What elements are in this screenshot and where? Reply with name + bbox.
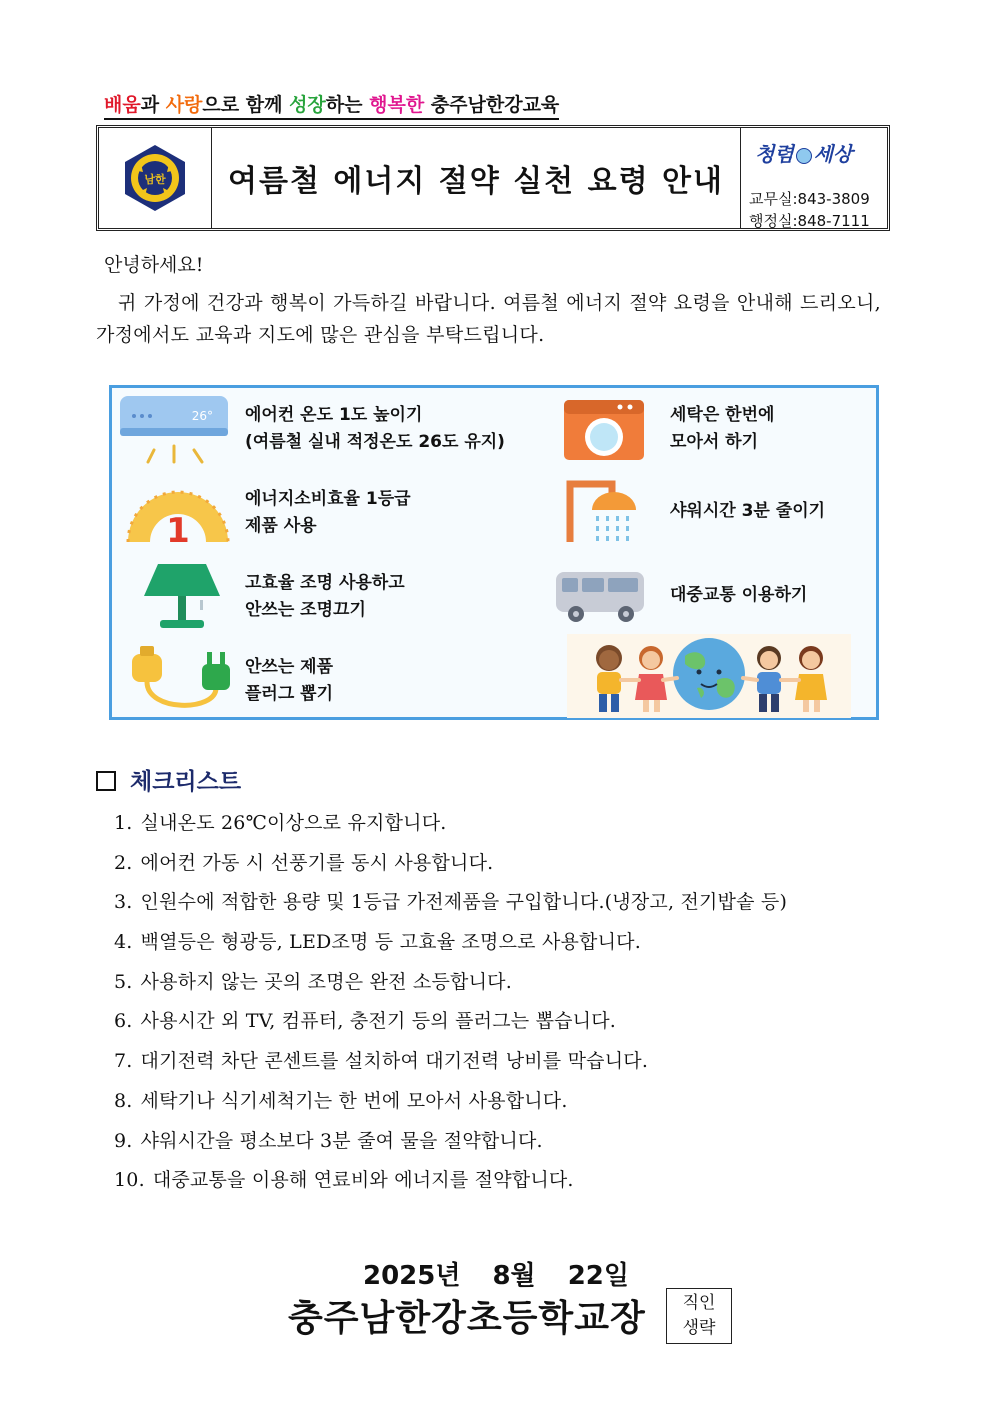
- tip-efficiency: [245, 486, 411, 540]
- item-text: 세탁기나 식기세척기는 한 번에 모아서 사용합니다.: [140, 1089, 568, 1112]
- document-title: 여름철 에너지 절약 실천 요령 안내: [228, 164, 724, 199]
- school-emblem-icon: [119, 142, 191, 214]
- item-text: 사용하지 않는 곳의 조명은 완전 소등합니다.: [140, 970, 512, 993]
- phone-admin-office: 행정실:848-7111: [749, 212, 870, 230]
- list-item: [114, 1126, 787, 1166]
- tip-plug: [245, 654, 333, 708]
- date-month: 8월: [492, 1261, 536, 1291]
- tip-lighting-line1: 고효율 조명 사용하고: [245, 573, 405, 593]
- shower-icon: [564, 476, 648, 544]
- list-item: [114, 1006, 787, 1046]
- item-number: 5.: [114, 970, 133, 993]
- slogan-part: 배움: [104, 94, 141, 116]
- item-number: 8.: [114, 1089, 133, 1112]
- brand-left: 청렴: [755, 142, 794, 166]
- item-text: 에어컨 가동 시 선풍기를 동시 사용합니다.: [140, 851, 494, 874]
- slogan-part: 성장: [289, 94, 326, 116]
- school-slogan: [104, 90, 559, 120]
- item-text: 실내온도 26℃이상으로 유지합니다.: [140, 812, 447, 834]
- item-text: 대중교통을 이용해 연료비와 에너지를 절약합니다.: [152, 1169, 574, 1192]
- seal-line2: 생략: [682, 1318, 716, 1338]
- item-number: 6.: [114, 1010, 133, 1033]
- slogan-part: 과: [140, 94, 166, 116]
- slogan-part: 사랑: [165, 94, 203, 116]
- tip-shower: [670, 498, 825, 525]
- efficiency-grade: 1: [166, 511, 190, 548]
- item-number: 3.: [114, 891, 133, 914]
- brand-right: 세상: [813, 142, 853, 166]
- tip-transit: [670, 582, 807, 609]
- slogan-part: 행복한: [369, 94, 425, 116]
- slogan-part: 으로 함께: [202, 94, 290, 116]
- list-item: [114, 848, 787, 888]
- efficiency-gauge-icon: [122, 484, 234, 548]
- plug-icon: [126, 644, 238, 716]
- checklist: [114, 808, 787, 1205]
- air-conditioner-icon: [118, 394, 230, 466]
- tip-laundry-line2: 모아서 하기: [670, 432, 759, 452]
- item-text: 샤워시간을 평소보다 3분 줄여 물을 절약합니다.: [140, 1129, 543, 1152]
- phone-teacher-office: 교무실:843-3809: [749, 190, 870, 208]
- tip-lighting-line2: 안쓰는 조명끄기: [245, 600, 366, 620]
- tip-aircon-line2: (여름철 실내 적정온도 26도 유지): [245, 432, 505, 452]
- checklist-heading: [96, 763, 241, 796]
- energy-tips-panel: [109, 385, 879, 720]
- list-item: [114, 967, 787, 1007]
- item-text: 대기전력 차단 콘센트를 설치하여 대기전력 낭비를 막습니다.: [140, 1050, 649, 1073]
- slogan-part: 하는: [325, 94, 370, 116]
- school-principal: 충주남한강초등학교장: [288, 1298, 646, 1339]
- list-item: [114, 1046, 787, 1086]
- item-number: 7.: [114, 1050, 133, 1073]
- tip-efficiency-line1: 에너지소비효율 1등급: [245, 489, 411, 509]
- date-day: 22일: [567, 1261, 629, 1291]
- item-number: 1.: [114, 812, 133, 834]
- item-text: 백열등은 형광등, LED조명 등 고효율 조명으로 사용합니다.: [140, 931, 641, 954]
- intro-paragraph: 귀 가정에 건강과 행복이 가득하길 바랍니다. 여름철 에너지 절약 요령을 안내해 드리오니, 가정에서도 교육과 지도에 많은 관심을 부탁드립니다.: [96, 292, 881, 346]
- item-number: 2.: [114, 851, 133, 874]
- integrity-brand: [755, 138, 852, 167]
- bus-icon: [554, 568, 646, 626]
- list-item: [114, 927, 787, 967]
- tip-laundry-line1: 세탁은 한번에: [670, 405, 775, 425]
- tip-plug-line2: 플러그 뽑기: [245, 684, 334, 704]
- item-number: 10.: [114, 1169, 145, 1192]
- tip-transit-line1: 대중교통 이용하기: [670, 585, 808, 605]
- list-item: [114, 1086, 787, 1126]
- greeting: 안녕하세요!: [104, 254, 204, 276]
- tip-shower-line1: 샤워시간 3분 줄이기: [670, 501, 826, 521]
- washing-machine-icon: [562, 398, 646, 462]
- tip-aircon: [245, 402, 505, 456]
- globe-icon: [796, 148, 812, 164]
- school-logo: [99, 128, 212, 228]
- list-item: [114, 1165, 787, 1205]
- list-item: [114, 808, 787, 848]
- contact-panel: [740, 128, 887, 228]
- slogan-part: 충주남한강교육: [424, 94, 560, 116]
- checkbox-icon: [96, 771, 116, 791]
- seal-line1: 직인: [682, 1293, 716, 1313]
- item-text: 인원수에 적합한 용량 및 1등급 가전제품을 구입합니다.(냉장고, 전기밥솥 등): [140, 891, 788, 914]
- official-seal-box: [666, 1288, 732, 1344]
- children-earth-illustration: [567, 634, 851, 718]
- checklist-title: 체크리스트: [130, 769, 242, 795]
- document-date: [0, 1255, 992, 1292]
- tip-efficiency-line2: 제품 사용: [245, 516, 317, 536]
- lamp-icon: [140, 560, 226, 632]
- tip-plug-line1: 안쓰는 제품: [245, 657, 334, 677]
- aircon-display: 26°: [191, 409, 213, 423]
- date-year: 2025년: [362, 1261, 461, 1291]
- tip-aircon-line1: 에어컨 온도 1도 높이기: [245, 405, 423, 425]
- list-item: [114, 887, 787, 927]
- item-text: 사용시간 외 TV, 컴퓨터, 충전기 등의 플러그는 뽑습니다.: [140, 1010, 617, 1033]
- document-header: [96, 125, 890, 231]
- logo-text: 남한: [144, 173, 166, 186]
- item-number: 4.: [114, 931, 133, 954]
- tip-laundry: [670, 402, 774, 456]
- item-number: 9.: [114, 1129, 133, 1152]
- tip-lighting: [245, 570, 405, 624]
